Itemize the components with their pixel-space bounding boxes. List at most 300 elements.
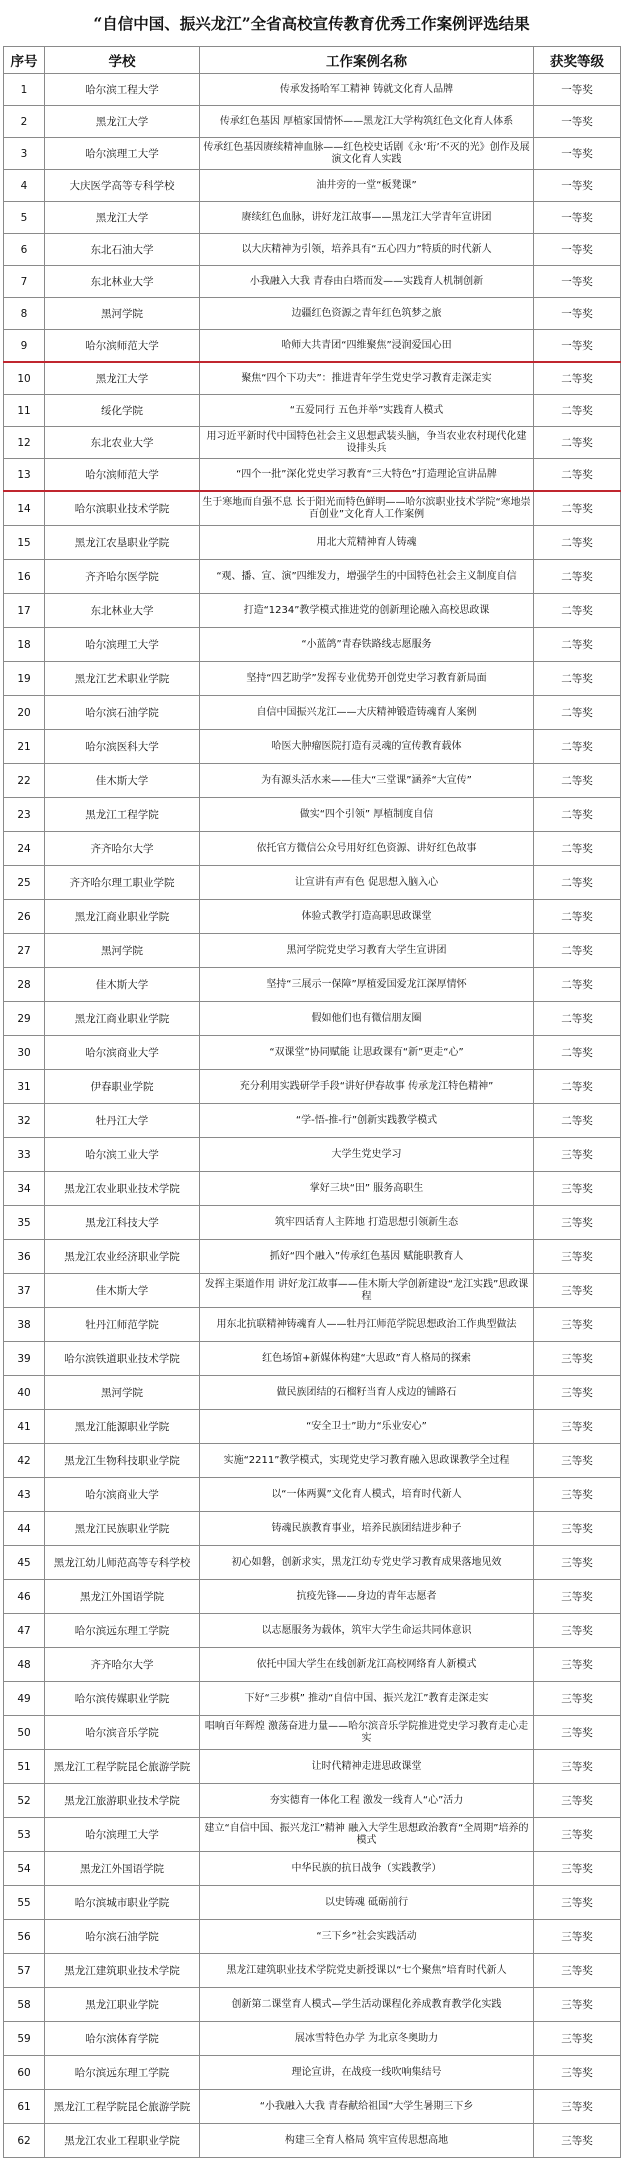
cell-school: 哈尔滨商业大学 [45, 1478, 200, 1512]
cell-school: 黑龙江大学 [45, 202, 200, 234]
cell-school: 东北农业大学 [45, 427, 200, 459]
cell-no: 16 [4, 560, 45, 594]
cell-award: 一等奖 [534, 138, 621, 170]
cell-no: 20 [4, 696, 45, 730]
cell-award: 三等奖 [534, 1716, 621, 1750]
table-row [4, 1410, 621, 1444]
cell-no: 52 [4, 1784, 45, 1818]
cell-case: 用习近平新时代中国特色社会主义思想武装头脑，争当农业农村现代化建设排头兵 [200, 427, 534, 459]
table-row [4, 1478, 621, 1512]
cell-case: 生于寒地而自强不息 长于阳光而特色鲜明——哈尔滨职业技术学院“寒地崇百创业”文化育人工作案例 [200, 491, 534, 526]
cell-school: 大庆医学高等专科学校 [45, 170, 200, 202]
cell-school: 哈尔滨职业技术学院 [45, 491, 200, 526]
cell-no: 28 [4, 968, 45, 1002]
table-row [4, 560, 621, 594]
cell-school: 齐齐哈尔理工职业学院 [45, 866, 200, 900]
cell-school: 哈尔滨城市职业学院 [45, 1886, 200, 1920]
table-row [4, 1648, 621, 1682]
cell-school: 哈尔滨石油学院 [45, 1920, 200, 1954]
cell-award: 二等奖 [534, 764, 621, 798]
cell-case: “三下乡”社会实践活动 [200, 1920, 534, 1954]
cell-award: 三等奖 [534, 1444, 621, 1478]
table-row [4, 1920, 621, 1954]
cell-award: 三等奖 [534, 2124, 621, 2158]
cell-award: 三等奖 [534, 2022, 621, 2056]
cell-case: 赓续红色血脉，讲好龙江故事——黑龙江大学青年宣讲团 [200, 202, 534, 234]
table-row [4, 1580, 621, 1614]
table-row [4, 900, 621, 934]
cell-school: 黑龙江外国语学院 [45, 1852, 200, 1886]
cell-no: 26 [4, 900, 45, 934]
table-row [4, 330, 621, 363]
cell-no: 30 [4, 1036, 45, 1070]
table-row [4, 202, 621, 234]
cell-no: 54 [4, 1852, 45, 1886]
cell-award: 二等奖 [534, 526, 621, 560]
table-row [4, 1818, 621, 1852]
cell-school: 黑龙江生物科技职业学院 [45, 1444, 200, 1478]
cell-award: 二等奖 [534, 628, 621, 662]
cell-award: 三等奖 [534, 2056, 621, 2090]
cell-school: 黑龙江建筑职业技术学院 [45, 1954, 200, 1988]
cell-award: 二等奖 [534, 459, 621, 492]
cell-case: 大学生党史学习 [200, 1138, 534, 1172]
cell-case: 创新第二课堂育人模式—学生活动课程化养成教育教学化实践 [200, 1988, 534, 2022]
cell-no: 35 [4, 1206, 45, 1240]
cell-award: 三等奖 [534, 1920, 621, 1954]
table-row [4, 491, 621, 526]
cell-school: 黑龙江商业职业学院 [45, 1002, 200, 1036]
cell-case: 假如他们也有微信朋友圈 [200, 1002, 534, 1036]
cell-no: 34 [4, 1172, 45, 1206]
cell-case: 打造“1234”教学模式推进党的创新理论融入高校思政课 [200, 594, 534, 628]
cell-no: 14 [4, 491, 45, 526]
cell-case: 用北大荒精神育人铸魂 [200, 526, 534, 560]
cell-case: 自信中国振兴龙江——大庆精神锻造铸魂育人案例 [200, 696, 534, 730]
table-row [4, 1104, 621, 1138]
cell-award: 二等奖 [534, 1036, 621, 1070]
cell-school: 黑龙江工程学院 [45, 798, 200, 832]
cell-case: 黑龙江建筑职业技术学院党史新授课以“七个聚焦”培育时代新人 [200, 1954, 534, 1988]
cell-award: 三等奖 [534, 1648, 621, 1682]
table-row [4, 1716, 621, 1750]
table-row [4, 1886, 621, 1920]
cell-case: 以志愿服务为载体，筑牢大学生命运共同体意识 [200, 1614, 534, 1648]
cell-school: 哈尔滨理工大学 [45, 138, 200, 170]
cell-award: 三等奖 [534, 1512, 621, 1546]
cell-case: 聚焦“四个下功夫”：推进青年学生党史学习教育走深走实 [200, 362, 534, 395]
cell-award: 三等奖 [534, 1784, 621, 1818]
cell-no: 62 [4, 2124, 45, 2158]
table-row [4, 832, 621, 866]
table-row [4, 1206, 621, 1240]
cell-case: 夯实德育一体化工程 激发一线育人“心”活力 [200, 1784, 534, 1818]
header-school: 学校 [45, 47, 200, 74]
cell-case: 抗疫先锋——身边的青年志愿者 [200, 1580, 534, 1614]
cell-school: 黑龙江能源职业学院 [45, 1410, 200, 1444]
cell-school: 黑龙江工程学院昆仑旅游学院 [45, 1750, 200, 1784]
table-row [4, 1376, 621, 1410]
table-row [4, 1070, 621, 1104]
cell-award: 一等奖 [534, 330, 621, 363]
cell-no: 46 [4, 1580, 45, 1614]
cell-no: 12 [4, 427, 45, 459]
cell-award: 二等奖 [534, 594, 621, 628]
table-row [4, 1444, 621, 1478]
table-row [4, 968, 621, 1002]
cell-case: 边疆红色资源之青年红色筑梦之旅 [200, 298, 534, 330]
cell-award: 二等奖 [534, 968, 621, 1002]
cell-award: 三等奖 [534, 1886, 621, 1920]
header-case: 工作案例名称 [200, 47, 534, 74]
table-row [4, 2022, 621, 2056]
cell-case: 依托官方微信公众号用好红色资源、讲好红色故事 [200, 832, 534, 866]
cell-case: 哈师大共青团“四维聚焦”浸润爱国心田 [200, 330, 534, 363]
cell-no: 29 [4, 1002, 45, 1036]
cell-award: 三等奖 [534, 1478, 621, 1512]
cell-award: 一等奖 [534, 234, 621, 266]
cell-award: 三等奖 [534, 1988, 621, 2022]
cell-no: 56 [4, 1920, 45, 1954]
table-row [4, 1274, 621, 1308]
cell-case: 以“一体两翼”文化育人模式，培育时代新人 [200, 1478, 534, 1512]
cell-no: 61 [4, 2090, 45, 2124]
cell-award: 三等奖 [534, 1308, 621, 1342]
cell-award: 一等奖 [534, 266, 621, 298]
table-row [4, 1614, 621, 1648]
cell-case: 抓好“四个融入”传承红色基因 赋能职教育人 [200, 1240, 534, 1274]
cell-school: 哈尔滨铁道职业技术学院 [45, 1342, 200, 1376]
cell-school: 齐齐哈尔医学院 [45, 560, 200, 594]
table-row [4, 362, 621, 395]
table-row [4, 138, 621, 170]
table-row [4, 1512, 621, 1546]
table-row [4, 866, 621, 900]
cell-case: 理论宣讲，在战疫一线吹响集结号 [200, 2056, 534, 2090]
cell-case: “小我融入大我 青春献给祖国”大学生暑期三下乡 [200, 2090, 534, 2124]
table-row [4, 662, 621, 696]
cell-case: 用东北抗联精神铸魂育人——牡丹江师范学院思想政治工作典型做法 [200, 1308, 534, 1342]
cell-award: 三等奖 [534, 1410, 621, 1444]
cell-award: 二等奖 [534, 560, 621, 594]
cell-case: 让宣讲有声有色 促思想入脑入心 [200, 866, 534, 900]
table-header-row [4, 47, 621, 74]
cell-no: 59 [4, 2022, 45, 2056]
cell-school: 哈尔滨工业大学 [45, 1138, 200, 1172]
table-row [4, 1988, 621, 2022]
cell-no: 36 [4, 1240, 45, 1274]
cell-case: 下好“三步棋” 推动“自信中国、振兴龙江”教育走深走实 [200, 1682, 534, 1716]
cell-award: 二等奖 [534, 832, 621, 866]
cell-award: 二等奖 [534, 491, 621, 526]
cell-school: 东北石油大学 [45, 234, 200, 266]
cell-case: “安全卫士”助力“乐业安心” [200, 1410, 534, 1444]
table-row [4, 730, 621, 764]
cell-school: 哈尔滨远东理工学院 [45, 2056, 200, 2090]
cell-case: 做民族团结的石榴籽当育人戍边的铺路石 [200, 1376, 534, 1410]
table-row [4, 628, 621, 662]
cell-school: 牡丹江师范学院 [45, 1308, 200, 1342]
cell-case: 筑牢四话育人主阵地 打造思想引领新生态 [200, 1206, 534, 1240]
cell-school: 哈尔滨远东理工学院 [45, 1614, 200, 1648]
cell-no: 40 [4, 1376, 45, 1410]
cell-case: 建立“自信中国、振兴龙江”精神 融入大学生思想政治教育“全周期”培养的模式 [200, 1818, 534, 1852]
cell-school: 黑河学院 [45, 1376, 200, 1410]
cell-school: 黑龙江农垦职业学院 [45, 526, 200, 560]
cell-school: 黑龙江民族职业学院 [45, 1512, 200, 1546]
cell-award: 二等奖 [534, 730, 621, 764]
cell-award: 二等奖 [534, 362, 621, 395]
cell-award: 二等奖 [534, 427, 621, 459]
table-row [4, 934, 621, 968]
cell-award: 三等奖 [534, 1580, 621, 1614]
cell-case: 铸魂民族教育事业，培养民族团结进步种子 [200, 1512, 534, 1546]
cell-no: 32 [4, 1104, 45, 1138]
table-row [4, 2090, 621, 2124]
cell-award: 一等奖 [534, 202, 621, 234]
table-row [4, 459, 621, 492]
cell-school: 哈尔滨理工大学 [45, 628, 200, 662]
cell-case: 黑河学院党史学习教育大学生宣讲团 [200, 934, 534, 968]
cell-no: 19 [4, 662, 45, 696]
cell-case: 发挥主渠道作用 讲好龙江故事——佳木斯大学创新建设“龙江实践”思政课程 [200, 1274, 534, 1308]
cell-award: 三等奖 [534, 1614, 621, 1648]
table-row [4, 594, 621, 628]
cell-no: 60 [4, 2056, 45, 2090]
cell-award: 一等奖 [534, 170, 621, 202]
cell-case: 做实“四个引领” 厚植制度自信 [200, 798, 534, 832]
cell-no: 4 [4, 170, 45, 202]
cell-award: 二等奖 [534, 934, 621, 968]
cell-no: 23 [4, 798, 45, 832]
cell-case: 红色场馆+新媒体构建“大思政”育人格局的探索 [200, 1342, 534, 1376]
cell-no: 58 [4, 1988, 45, 2022]
table-row [4, 1784, 621, 1818]
table-row [4, 170, 621, 202]
cell-award: 三等奖 [534, 1206, 621, 1240]
cell-school: 东北林业大学 [45, 594, 200, 628]
cell-school: 黑龙江幼儿师范高等专科学校 [45, 1546, 200, 1580]
cell-school: 哈尔滨商业大学 [45, 1036, 200, 1070]
cell-school: 黑龙江农业工程职业学院 [45, 2124, 200, 2158]
cell-school: 绥化学院 [45, 395, 200, 427]
cell-no: 6 [4, 234, 45, 266]
cell-case: 充分利用实践研学手段“讲好伊春故事 传承龙江特色精神” [200, 1070, 534, 1104]
cell-case: 为有源头活水来——佳大“三堂课”涵养“大宣传” [200, 764, 534, 798]
table-row [4, 74, 621, 106]
cell-no: 33 [4, 1138, 45, 1172]
cell-school: 黑龙江农业经济职业学院 [45, 1240, 200, 1274]
cell-award: 一等奖 [534, 106, 621, 138]
cell-award: 二等奖 [534, 696, 621, 730]
table-row [4, 1750, 621, 1784]
cell-award: 三等奖 [534, 1954, 621, 1988]
cell-case: “双课堂”协同赋能 让思政课有“新”更走“心” [200, 1036, 534, 1070]
cell-case: 初心如磐，创新求实，黑龙江幼专党史学习教育成果落地见效 [200, 1546, 534, 1580]
table-body [4, 74, 621, 2158]
cell-no: 27 [4, 934, 45, 968]
cell-school: 牡丹江大学 [45, 1104, 200, 1138]
cell-no: 41 [4, 1410, 45, 1444]
cell-case: 坚持“三展示一保障”厚植爱国爱龙江深厚情怀 [200, 968, 534, 1002]
table-row [4, 298, 621, 330]
table-row [4, 1852, 621, 1886]
cell-award: 三等奖 [534, 1342, 621, 1376]
cell-case: 实施“2211”教学模式，实现党史学习教育融入思政课教学全过程 [200, 1444, 534, 1478]
table-row [4, 2056, 621, 2090]
table-row [4, 2124, 621, 2158]
cell-award: 一等奖 [534, 298, 621, 330]
cell-award: 三等奖 [534, 1172, 621, 1206]
cell-case: 哈医大肿瘤医院打造有灵魂的宣传教育载体 [200, 730, 534, 764]
cell-no: 17 [4, 594, 45, 628]
cell-case: 传承红色基因赓续精神血脉——红色校史话剧《永‘珩’不灭的光》创作及展演文化育人实践 [200, 138, 534, 170]
cell-award: 三等奖 [534, 1750, 621, 1784]
cell-school: 哈尔滨音乐学院 [45, 1716, 200, 1750]
cell-no: 47 [4, 1614, 45, 1648]
cell-no: 21 [4, 730, 45, 764]
cell-school: 东北林业大学 [45, 266, 200, 298]
cell-case: 唱响百年辉煌 激荡奋进力量——哈尔滨音乐学院推进党史学习教育走心走实 [200, 1716, 534, 1750]
cell-award: 二等奖 [534, 1104, 621, 1138]
cell-no: 43 [4, 1478, 45, 1512]
cell-no: 50 [4, 1716, 45, 1750]
cell-school: 哈尔滨石油学院 [45, 696, 200, 730]
table-row [4, 234, 621, 266]
cell-case: 油井旁的一堂“板凳课” [200, 170, 534, 202]
table-row [4, 427, 621, 459]
cell-award: 三等奖 [534, 1274, 621, 1308]
cell-school: 黑河学院 [45, 298, 200, 330]
header-award: 获奖等级 [534, 47, 621, 74]
cell-school: 哈尔滨师范大学 [45, 459, 200, 492]
cell-no: 24 [4, 832, 45, 866]
cell-no: 49 [4, 1682, 45, 1716]
cell-no: 5 [4, 202, 45, 234]
cell-school: 哈尔滨师范大学 [45, 330, 200, 363]
cell-award: 三等奖 [534, 1376, 621, 1410]
cell-school: 黑龙江艺术职业学院 [45, 662, 200, 696]
cell-award: 一等奖 [534, 74, 621, 106]
cell-school: 黑龙江工程学院昆仑旅游学院 [45, 2090, 200, 2124]
cell-case: “小蓝鸽”青春铁路线志愿服务 [200, 628, 534, 662]
cell-school: 黑龙江大学 [45, 362, 200, 395]
cell-no: 11 [4, 395, 45, 427]
table-row [4, 1546, 621, 1580]
cell-award: 三等奖 [534, 1852, 621, 1886]
cell-no: 1 [4, 74, 45, 106]
cell-award: 二等奖 [534, 662, 621, 696]
cell-school: 黑龙江大学 [45, 106, 200, 138]
cell-no: 13 [4, 459, 45, 492]
cell-award: 三等奖 [534, 1138, 621, 1172]
cell-no: 10 [4, 362, 45, 395]
cell-case: 展冰雪特色办学 为北京冬奥助力 [200, 2022, 534, 2056]
cell-school: 佳木斯大学 [45, 764, 200, 798]
cell-no: 15 [4, 526, 45, 560]
cell-award: 二等奖 [534, 1070, 621, 1104]
cell-award: 二等奖 [534, 866, 621, 900]
cell-school: 黑龙江农业职业技术学院 [45, 1172, 200, 1206]
cell-award: 二等奖 [534, 798, 621, 832]
cell-no: 18 [4, 628, 45, 662]
cell-no: 38 [4, 1308, 45, 1342]
cell-case: 坚持“四艺助学”发挥专业优势开创党史学习教育新局面 [200, 662, 534, 696]
table-row [4, 526, 621, 560]
table-row [4, 1342, 621, 1376]
cell-school: 黑龙江商业职业学院 [45, 900, 200, 934]
table-row [4, 1240, 621, 1274]
cell-case: “学-悟-推-行”创新实践教学模式 [200, 1104, 534, 1138]
cell-school: 哈尔滨医科大学 [45, 730, 200, 764]
cell-no: 22 [4, 764, 45, 798]
cell-no: 44 [4, 1512, 45, 1546]
table-row [4, 1954, 621, 1988]
cell-case: 传承发扬哈军工精神 铸就文化育人品牌 [200, 74, 534, 106]
cell-award: 二等奖 [534, 1002, 621, 1036]
cell-award: 二等奖 [534, 900, 621, 934]
cell-award: 三等奖 [534, 1682, 621, 1716]
cell-no: 31 [4, 1070, 45, 1104]
table-row [4, 1036, 621, 1070]
cell-case: 掌好三块“田” 服务高职生 [200, 1172, 534, 1206]
table-row [4, 106, 621, 138]
cell-case: “四个一批”深化党史学习教育“三大特色”打造理论宣讲品牌 [200, 459, 534, 492]
results-table [3, 46, 621, 2158]
cell-school: 齐齐哈尔大学 [45, 1648, 200, 1682]
cell-no: 53 [4, 1818, 45, 1852]
cell-case: 体验式教学打造高职思政课堂 [200, 900, 534, 934]
cell-no: 25 [4, 866, 45, 900]
cell-case: 中华民族的抗日战争（实践教学） [200, 1852, 534, 1886]
cell-school: 哈尔滨传媒职业学院 [45, 1682, 200, 1716]
table-row [4, 266, 621, 298]
table-row [4, 1308, 621, 1342]
cell-case: 让时代精神走进思政课堂 [200, 1750, 534, 1784]
cell-no: 55 [4, 1886, 45, 1920]
cell-award: 三等奖 [534, 1546, 621, 1580]
cell-school: 黑河学院 [45, 934, 200, 968]
cell-school: 黑龙江职业学院 [45, 1988, 200, 2022]
cell-school: 哈尔滨理工大学 [45, 1818, 200, 1852]
cell-no: 9 [4, 330, 45, 363]
table-row [4, 1682, 621, 1716]
cell-school: 齐齐哈尔大学 [45, 832, 200, 866]
cell-case: 传承红色基因 厚植家国情怀——黑龙江大学构筑红色文化育人体系 [200, 106, 534, 138]
table-row [4, 1138, 621, 1172]
cell-no: 3 [4, 138, 45, 170]
table-row [4, 798, 621, 832]
cell-no: 2 [4, 106, 45, 138]
table-row [4, 696, 621, 730]
cell-no: 45 [4, 1546, 45, 1580]
cell-school: 哈尔滨体育学院 [45, 2022, 200, 2056]
cell-no: 48 [4, 1648, 45, 1682]
cell-no: 42 [4, 1444, 45, 1478]
header-no: 序号 [4, 47, 45, 74]
table-row [4, 395, 621, 427]
cell-case: 构建三全育人格局 筑牢宣传思想高地 [200, 2124, 534, 2158]
cell-award: 三等奖 [534, 1240, 621, 1274]
cell-award: 三等奖 [534, 1818, 621, 1852]
cell-award: 三等奖 [534, 2090, 621, 2124]
cell-school: 黑龙江科技大学 [45, 1206, 200, 1240]
cell-school: 佳木斯大学 [45, 1274, 200, 1308]
cell-case: 以史铸魂 砥砺前行 [200, 1886, 534, 1920]
cell-school: 哈尔滨工程大学 [45, 74, 200, 106]
cell-case: 依托中国大学生在线创新龙江高校网络育人新模式 [200, 1648, 534, 1682]
cell-no: 7 [4, 266, 45, 298]
